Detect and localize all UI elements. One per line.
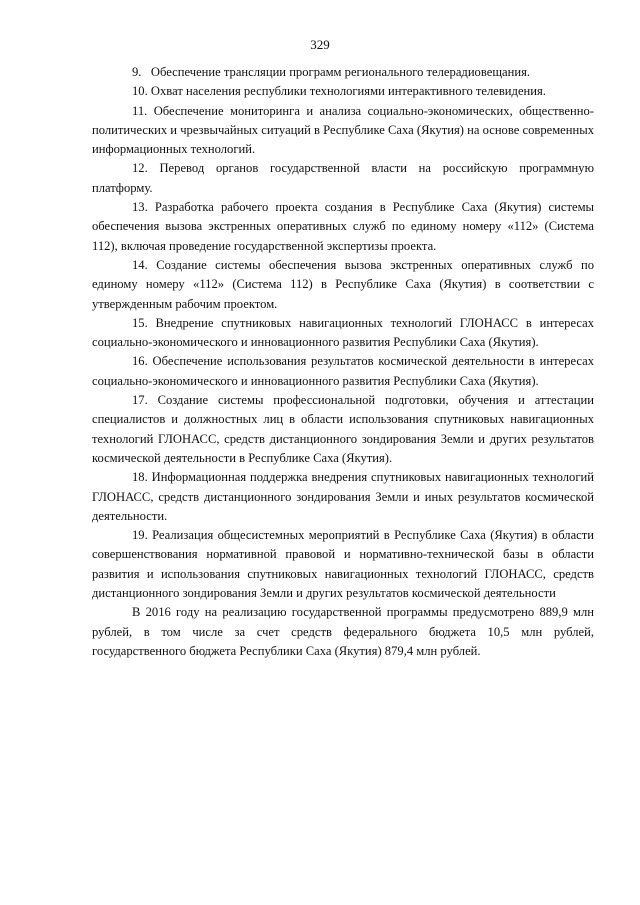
paragraph-item-17: 17. Создание системы профессиональной подготовки, обучения и аттестации специалистов и должностных лиц в области использования спутниковых навигационных технологий ГЛОНАСС, средств дистанционного зондирования Земли и других результатов космической деятельности в Республике Саха (Якутия). bbox=[92, 393, 594, 465]
document-body bbox=[92, 63, 594, 661]
paragraph-item-9: 9. Обеспечение трансляции программ регионального телерадиовещания. bbox=[132, 65, 531, 79]
paragraph-item-14: 14. Создание системы обеспечения вызова экстренных оперативных служб по единому номеру «112» (Система 112) в Республике Саха (Якутия) в соответствии с утвержденным рабочим проектом. bbox=[92, 257, 594, 311]
paragraph-item-19: 19. Реализация общесистемных мероприятий в Республике Саха (Якутия) в области совершенствования нормативной правовой и нормативно-технической базы в области развития и использования спутниковых навигационных технологий ГЛОНАСС, средств дистанционного зондирования Земли и других результатов космической деятельности bbox=[92, 528, 594, 601]
funding-paragraph: В 2016 году на реализацию государственной программы предусмотрено 889,9 млн рублей, в том числе за счет средств федерального бюджета 10,5 млн рублей, государственного бюджета Республики Саха (Якутия) 879,4 млн рублей. bbox=[92, 605, 594, 658]
paragraph-item-12: 12. Перевод органов государственной власти на российскую программную платформу. bbox=[92, 161, 594, 195]
paragraph-item-13: 13. Разработка рабочего проекта создания в Республике Саха (Якутия) системы обеспечения вызова экстренных оперативных служб по единому номеру «112» (Система 112), включая проведение государственной экспертизы проекта. bbox=[92, 200, 594, 253]
paragraph-item-15: 15. Внедрение спутниковых навигационных технологий ГЛОНАСС в интересах социально-экономического и инновационного развития Республики Саха (Якутия). bbox=[92, 315, 594, 350]
paragraph-item-10: 10. Охват населения республики технологиями интерактивного телевидения. bbox=[132, 84, 546, 99]
paragraph-item-11: 11. Обеспечение мониторинга и анализа социально-экономических, общественно-политических и чрезвычайных ситуаций в Республике Саха (Якутия) на основе современных информационных технологий. bbox=[92, 103, 594, 157]
page-number: 329 bbox=[310, 37, 330, 52]
paragraph-item-18: 18. Информационная поддержка внедрения спутниковых навигационных технологий ГЛОНАСС, средств дистанционного зондирования Земли и иных результатов космической деятельности. bbox=[92, 470, 594, 523]
paragraph-item-16: 16. Обеспечение использования результатов космической деятельности в интересах социально-экономического и инновационного развития Республики Саха (Якутия). bbox=[92, 354, 594, 388]
